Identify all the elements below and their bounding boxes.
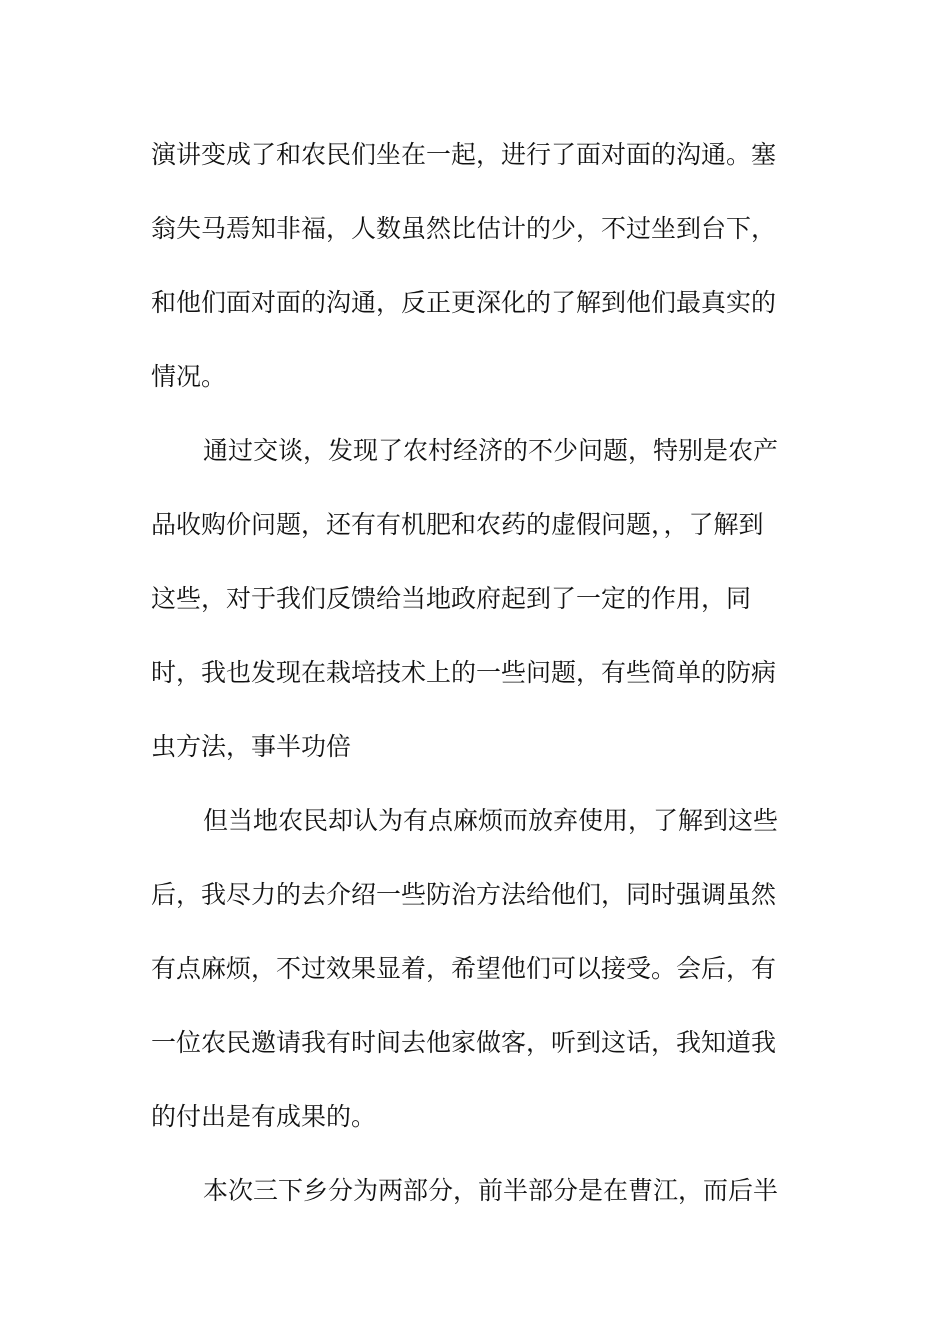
text-line: 一位农民邀请我有时间去他家做客，听到这话，我知道我	[151, 1028, 777, 1057]
paragraph-first-line: 通过交谈，发现了农村经济的不少问题，特别是农产	[203, 436, 779, 465]
text-line: 情况。	[151, 362, 227, 391]
paragraph-first-line: 但当地农民却认为有点麻烦而放弃使用，了解到这些	[203, 806, 779, 835]
text-line: 时，我也发现在栽培技术上的一些问题，有些简单的防病	[151, 658, 777, 687]
text-line: 有点麻烦，不过效果显着，希望他们可以接受。会后，有	[151, 954, 777, 983]
paragraph-first-line: 本次三下乡分为两部分，前半部分是在曹江，而后半	[203, 1176, 779, 1205]
text-line: 和他们面对面的沟通，反正更深化的了解到他们最真实的	[151, 288, 777, 317]
text-line: 演讲变成了和农民们坐在一起，进行了面对面的沟通。塞	[151, 140, 777, 169]
text-line: 品收购价问题，还有有机肥和农药的虚假问题，，了解到	[151, 510, 764, 539]
text-line: 虫方法，事半功倍	[151, 732, 352, 761]
text-line: 翁失马焉知非福，人数虽然比估计的少，不过坐到台下，	[151, 214, 777, 243]
text-line: 的付出是有成果的。	[151, 1102, 377, 1131]
text-line: 后，我尽力的去介绍一些防治方法给他们，同时强调虽然	[151, 880, 777, 909]
body-text	[151, 120, 791, 1230]
text-line: 这些，对于我们反馈给当地政府起到了一定的作用，同	[151, 584, 752, 613]
